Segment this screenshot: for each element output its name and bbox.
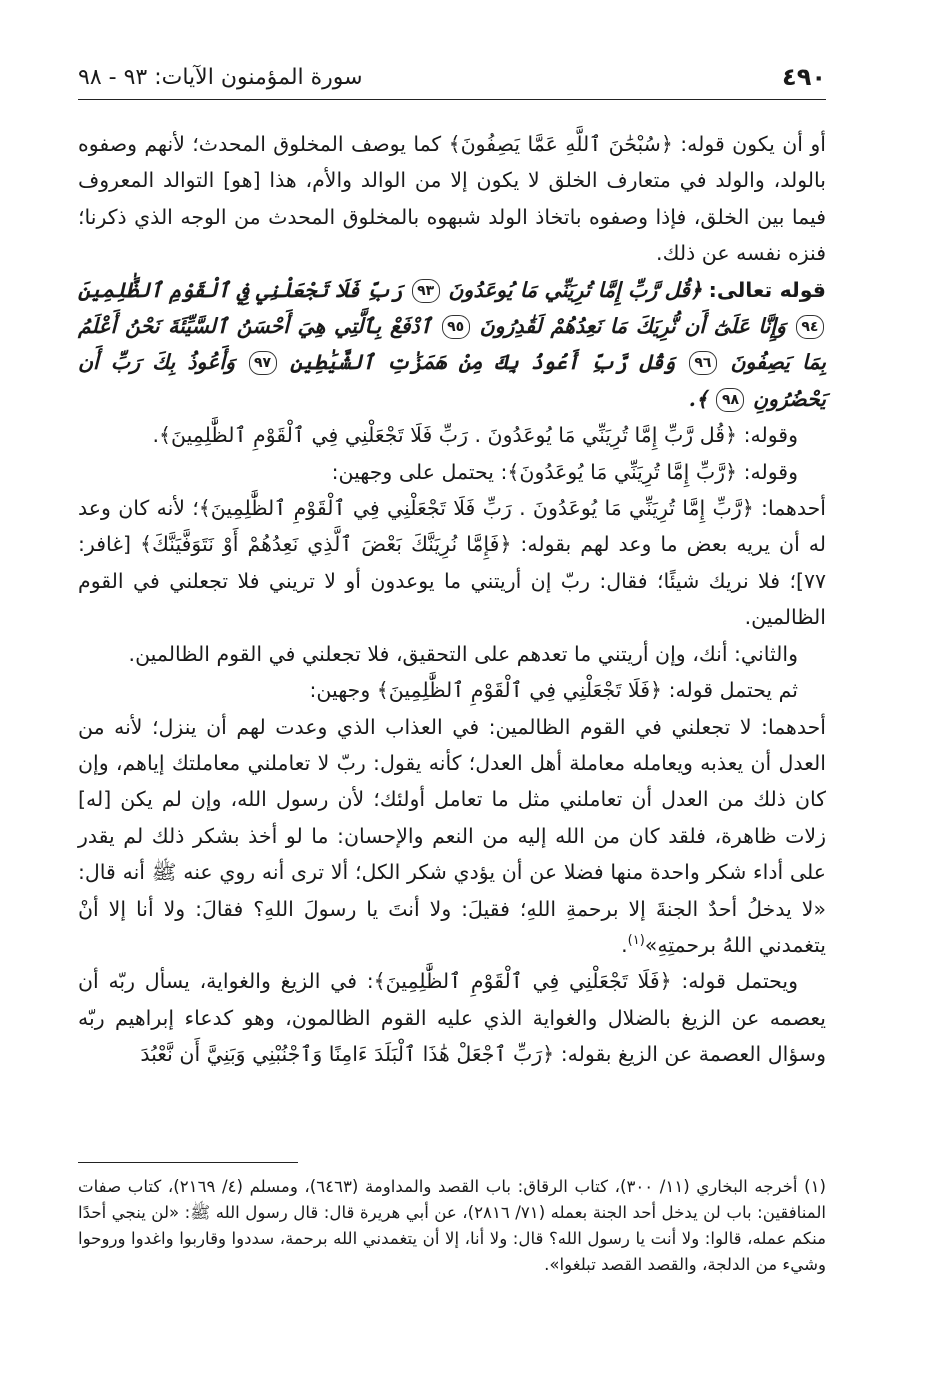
- paragraph-verses: [78, 272, 826, 418]
- verse-98-text: وَأَعُوذُ بِكَ رَبِّ أَن يَحْضُرُونِ: [78, 350, 826, 411]
- paragraph-4: وقوله: ﴿رَّبِّ إِمَّا تُرِيَنِّي مَا يُوعَدُونَ﴾: يحتمل على وجهين:: [331, 459, 798, 484]
- footnotes: [78, 1174, 826, 1278]
- footnote-reference: (١): [627, 933, 645, 949]
- page-number: ٤٩٠: [782, 63, 826, 91]
- ayah-number-94: ٩٤: [796, 315, 824, 339]
- ayah-number-98: ٩٨: [716, 388, 744, 412]
- footnote-1: (١) أخرجه البخاري (١١/ ٣٠٠)، كتاب الرقاق: باب القصد والمداومة (٦٤٦٣)، ومسلم (٤/ ٢١٦٩)، كتاب صفات المنافقين: باب لن يدخل أحد الجنة بعمله (٧١/ ٢٨١٦)، عن أبي هريرة قال: قال رسول الله ﷺ: «لن ينجي أحدًا منكم عمله، قالوا: ولا أنت يا رسول الله؟ قال: ولا أنا، إلا أن يتغمدني الله برحمة، سددوا وقاربوا واغدوا وروحوا وشيء من الدلجة، والقصد القصد تبلغوا».: [78, 1177, 826, 1274]
- verse-93-text: ﴿قُل رَّبِّ إِمَّا تُرِيَنِّي مَا يُوعَدُونَ: [448, 277, 702, 302]
- page-header: [78, 55, 826, 100]
- paragraph-8-text: أحدهما: لا تجعلني في القوم الظالمين: في العذاب الذي وعدت لهم أن ينزل؛ لأنه من العدل أن يعذبه ويعامله معاملة أهل العدل؛ كأنه يقول: ربّ لا تعاملني معاملتك إياهم، وإن كان ذلك من العدل أن تعاملني مثل ما تعامل أولئك؛ لأن رسول الله، وإن لم يكن [له] زلات ظاهرة، فلقد كان من الله إليه من النعم والإحسان: ما لو أخذ بشكر ذلك لم يقدر على أداء شكر واحدة منها فضلا عن أن يؤدي شكر الكل؛ ألا ترى أنه روي عنه ﷺ أنه قال: «لا يدخلُ أحدٌ الجنةَ إلا برحمةِ اللهِ؛ فقيلَ: ولا أنتَ يا رسولَ اللهِ؟ فقالَ: ولا أنا إلا أنْ يتغمدني اللهُ برحمتِهِ»: [78, 714, 826, 957]
- paragraph-7: ثم يحتمل قوله: ﴿فَلَا تَجْعَلْنِي فِي ٱلْقَوْمِ ٱلظَّٰلِمِينَ﴾ وجهين:: [309, 678, 798, 703]
- verse-97-text: وَقُل رَّبِّ أَعُوذُ بِكَ مِنْ هَمَزَٰتِ ٱلشَّيَٰطِينِ: [290, 350, 676, 375]
- verse-96-text: ٱدْفَعْ بِٱلَّتِي هِيَ أَحْسَنُ ٱلسَّيِّئَةَ نَحْنُ أَعْلَمُ بِمَا يَصِفُونَ: [78, 314, 826, 375]
- paragraph-8: [78, 709, 826, 964]
- paragraph-9: ويحتمل قوله: ﴿فَلَا تَجْعَلْنِي فِي ٱلْقَوْمِ ٱلظَّٰلِمِينَ﴾: في الزيغ والغواية، يسأل ربّه أن يعصمه عن الزيغ بالضلال والغواية الذي عليه القوم الظالمون، وهو كدعاء إبراهيم ربّه وسؤال العصمة عن الزيغ بقوله: ﴿رَبِّ ٱجْعَلْ هَٰذَا ٱلْبَلَدَ ءَامِنًا وَٱجْنُبْنِي وَبَنِيَّ أَن نَّعْبُدَ: [78, 969, 826, 1067]
- paragraph-8-end: .: [621, 932, 628, 957]
- paragraph-3: وقوله: ﴿قُل رَّبِّ إِمَّا تُرِيَنِّي مَا يُوعَدُونَ . رَبِّ فَلَا تَجْعَلْنِي فِي ٱلْقَوْمِ ٱلظَّٰلِمِينَ﴾.: [152, 423, 798, 448]
- paragraph-6: والثاني: أنك، وإن أريتني ما تعدهم على التحقيق، فلا تجعلني في القوم الظالمين.: [128, 641, 798, 666]
- paragraph-5: أحدهما: ﴿رَّبِّ إِمَّا تُرِيَنِّي مَا يُوعَدُونَ . رَبِّ فَلَا تَجْعَلْنِي فِي ٱلْقَوْمِ ٱلظَّٰلِمِينَ﴾؛ لأنه كان وعد له أن يريه بعض ما وعد لهم بقوله: ﴿فَإِمَّا نُرِيَنَّكَ بَعْضَ ٱلَّذِي نَعِدُهُمْ أَوْ نَتَوَفَّيَنَّكَ﴾ [غافر: ٧٧]؛ فلا نريك شيئًا؛ فقال: ربّ إن أريتني ما يوعدون أو لا تريني فلا تجعلني في القوم الظالمين.: [78, 496, 826, 630]
- ayah-number-93: ٩٣: [412, 279, 440, 303]
- ayah-number-95: ٩٥: [442, 315, 470, 339]
- verse-heading: قوله تعالى:: [708, 277, 826, 302]
- verse-95-text: وَإِنَّا عَلَىٰٓ أَن نُّرِيَكَ مَا نَعِدُهُمْ لَقَٰدِرُونَ: [479, 314, 786, 339]
- verse-94-text: رَبِّ فَلَا تَجْعَلْنِي فِي ٱلْقَوْمِ ٱلظَّٰلِمِينَ: [78, 277, 403, 302]
- body-text: [78, 126, 826, 1073]
- ayah-number-96: ٩٦: [689, 351, 717, 375]
- running-title: سورة المؤمنون الآيات: ٩٣ - ٩٨: [78, 65, 363, 90]
- verse-close-bracket: ﴾.: [688, 386, 708, 411]
- footnote-divider: [78, 1162, 298, 1163]
- page: [78, 55, 826, 1073]
- ayah-number-97: ٩٧: [249, 351, 277, 375]
- paragraph-1: أو أن يكون قوله: ﴿سُبْحَٰنَ ٱللَّهِ عَمَّا يَصِفُونَ﴾ كما يوصف المخلوق المحدث؛ لأنهم وصفوه بالولد، والولد في متعارف الخلق لا يكون إلا من الوالد والأم، هذا [هو] التوالد المعروف فيما بين الخلق، فإذا وصفوه باتخاذ الولد شبهوه بالمخلوق المحدث من الوجه الذي ذكرنا؛ فنزه نفسه عن ذلك.: [78, 132, 826, 266]
